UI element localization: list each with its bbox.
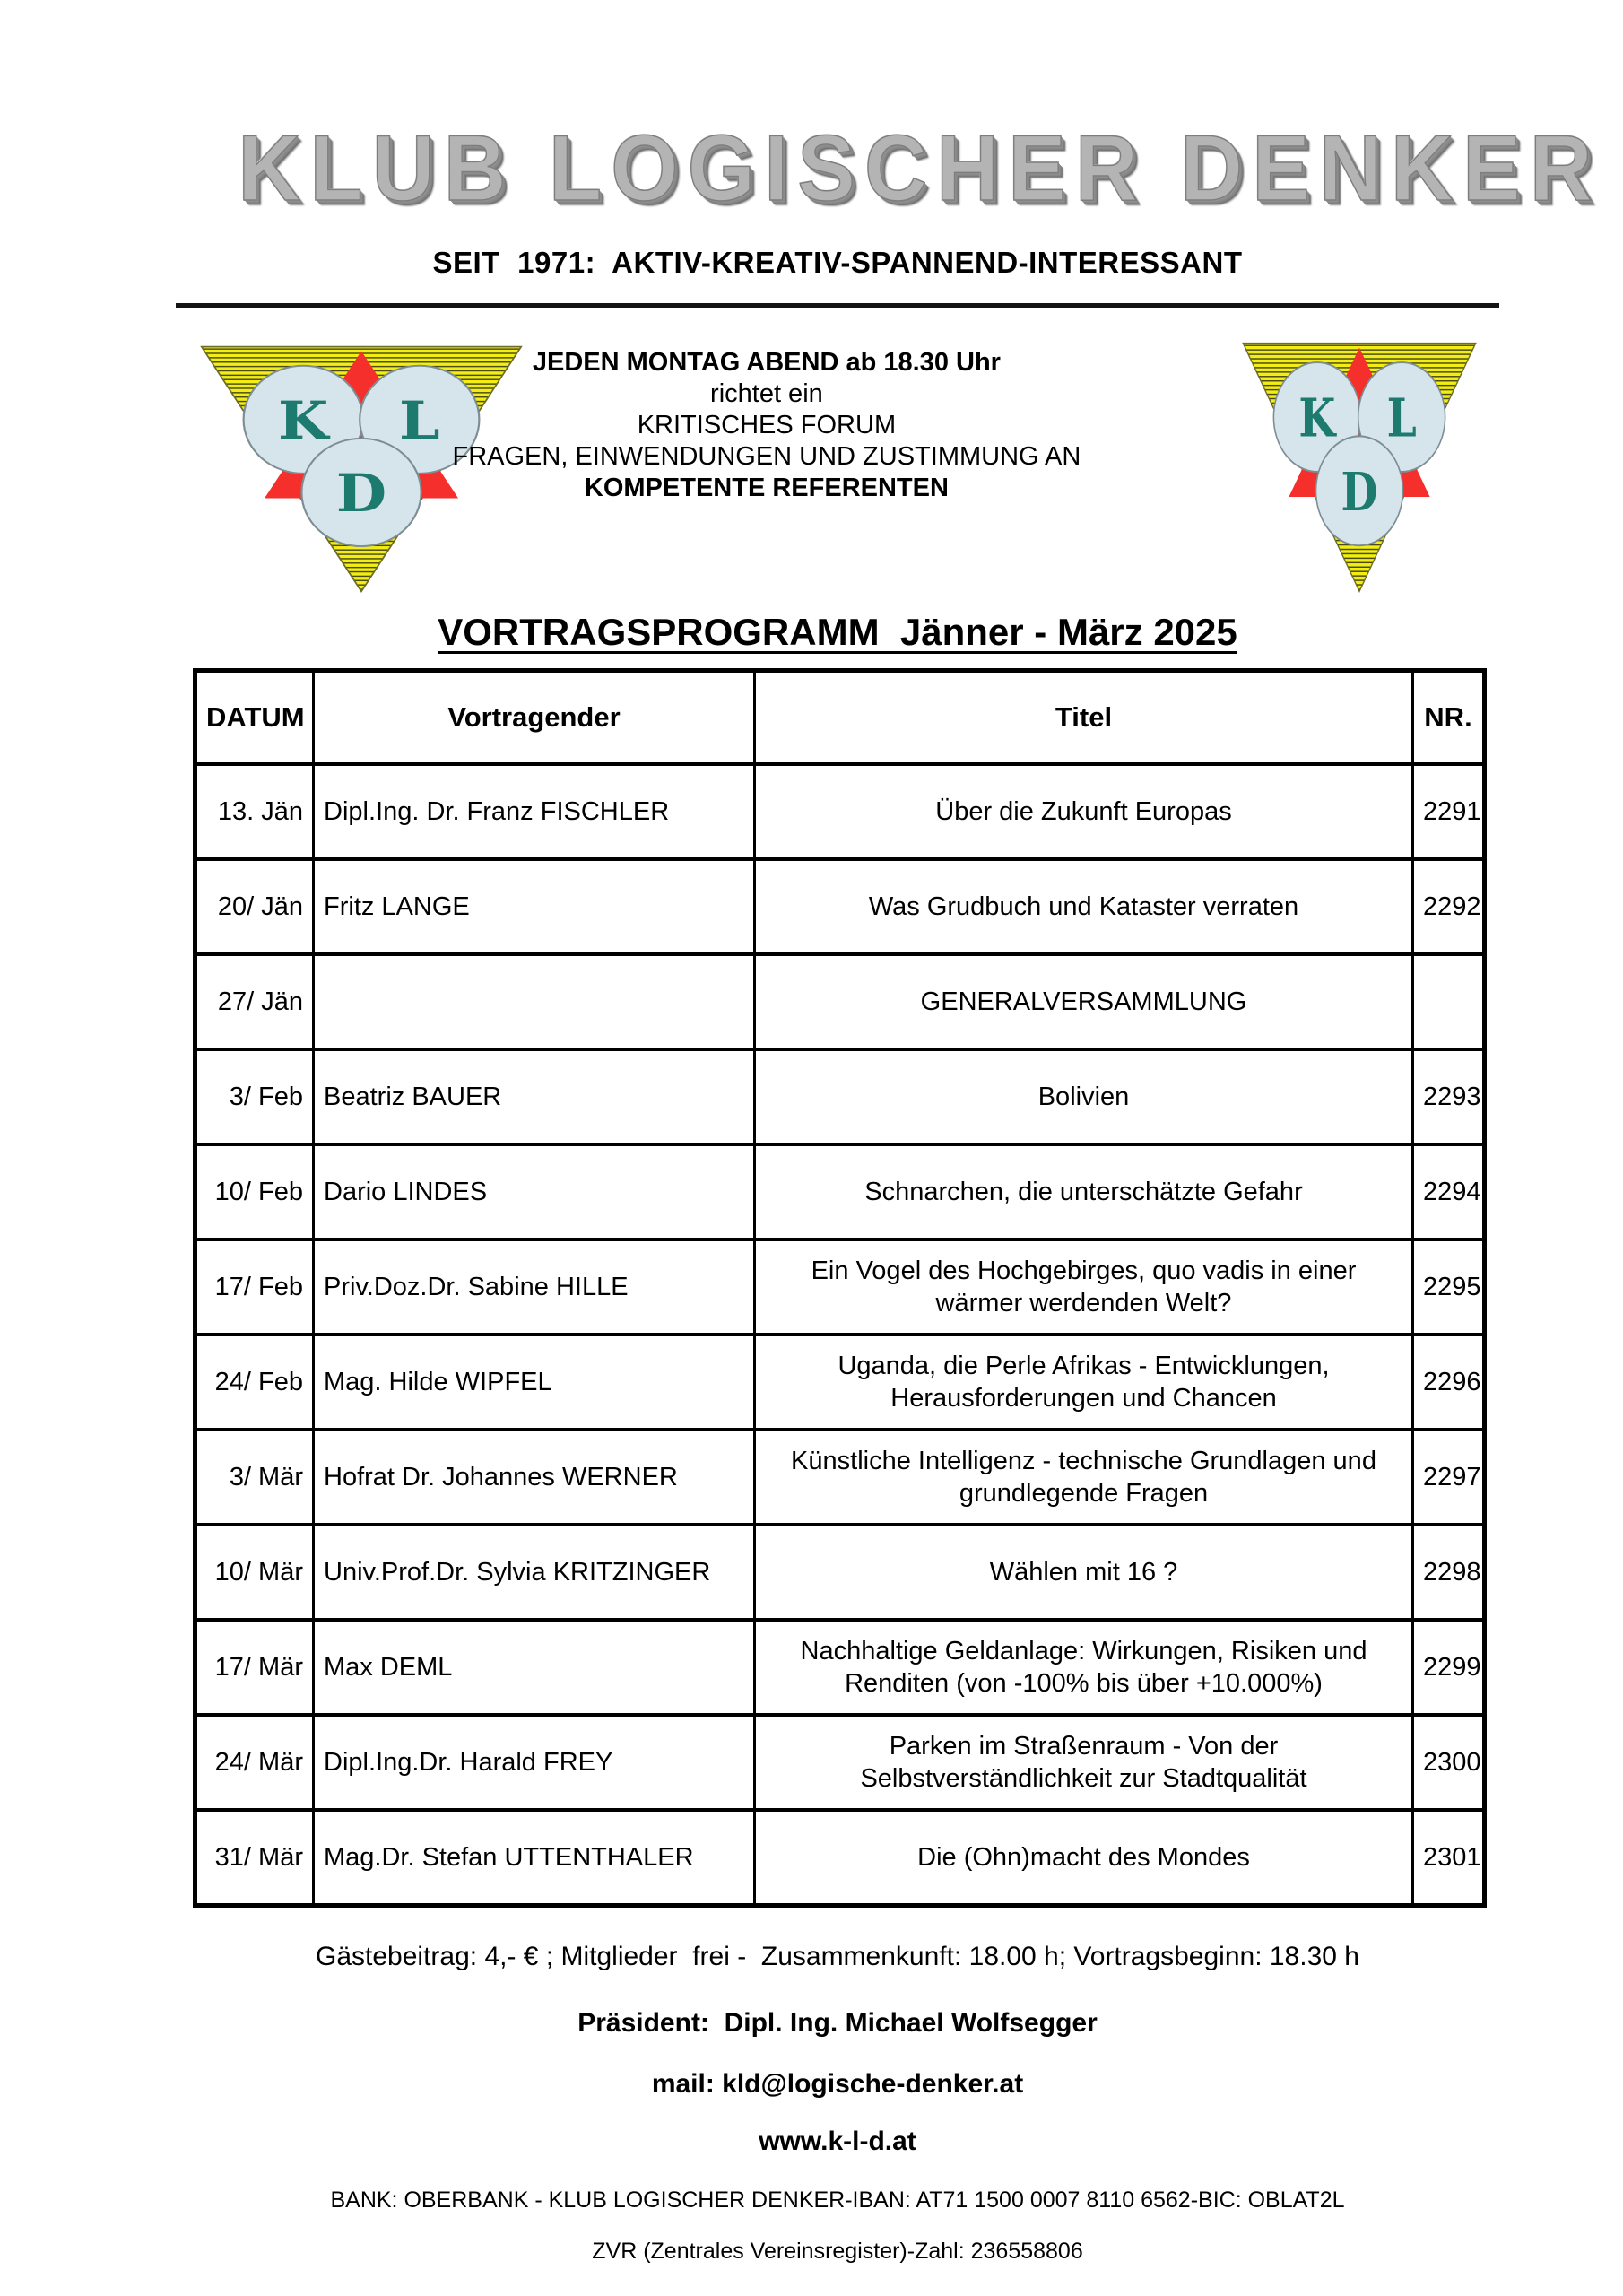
cell-nr: 2298 <box>1413 1525 1485 1620</box>
column-header-titel: Titel <box>755 671 1413 765</box>
table-row <box>195 1335 1485 1430</box>
cell-speaker: Dipl.Ing.Dr. Harald FREY <box>314 1715 755 1810</box>
cell-nr: 2294 <box>1413 1144 1485 1239</box>
table-row <box>195 1525 1485 1620</box>
cell-title: Über die Zukunft Europas <box>755 764 1413 859</box>
logo-letter-k: K <box>1298 387 1336 449</box>
table-row <box>195 1239 1485 1335</box>
logo-letter-l: L <box>1386 387 1417 449</box>
cell-title: Wählen mit 16 ? <box>755 1525 1413 1620</box>
cell-nr: 2296 <box>1413 1335 1485 1430</box>
cell-nr: 2293 <box>1413 1049 1485 1144</box>
cell-nr: 2292 <box>1413 859 1485 954</box>
cell-speaker: Univ.Prof.Dr. Sylvia KRITZINGER <box>314 1525 755 1620</box>
cell-speaker: Max DEML <box>314 1620 755 1715</box>
table-row <box>195 1430 1485 1525</box>
cell-speaker: Beatriz BAUER <box>314 1049 755 1144</box>
column-header-nr: NR. <box>1413 671 1485 765</box>
cell-date: 13. Jän <box>195 764 314 859</box>
logo-letter-d: D <box>335 462 387 525</box>
logo-letter-k: K <box>278 388 329 452</box>
table-row <box>195 1620 1485 1715</box>
website-line: www.k-l-d.at <box>759 2126 916 2156</box>
intro-block <box>444 347 1089 504</box>
table-row <box>195 764 1485 859</box>
cell-nr: 2299 <box>1413 1620 1485 1715</box>
cell-date: 31/ Mär <box>195 1810 314 1906</box>
logo-letter-d: D <box>1341 460 1378 524</box>
cell-nr: 2297 <box>1413 1430 1485 1525</box>
cell-title: GENERALVERSAMMLUNG <box>755 954 1413 1049</box>
cell-date: 24/ Mär <box>195 1715 314 1810</box>
page <box>193 0 1601 2265</box>
cell-title: Bolivien <box>755 1049 1413 1144</box>
column-header-datum: DATUM <box>195 671 314 765</box>
cell-speaker: Dipl.Ing. Dr. Franz FISCHLER <box>314 764 755 859</box>
intro-line-2: richtet ein <box>710 379 823 408</box>
horizontal-divider <box>176 303 1499 308</box>
intro-line-5: KOMPETENTE REFERENTEN <box>584 474 949 502</box>
page-subtitle: SEIT 1971: AKTIV-KREATIV-SPANNEND-INTERESSANT <box>432 246 1243 279</box>
cell-nr: 2300 <box>1413 1715 1485 1810</box>
intro-line-4: FRAGEN, EINWENDUNGEN UND ZUSTIMMUNG AN <box>452 442 1081 471</box>
cell-nr: 2295 <box>1413 1239 1485 1335</box>
cell-date: 3/ Feb <box>195 1049 314 1144</box>
cell-title: Die (Ohn)macht des Mondes <box>755 1810 1413 1906</box>
cell-date: 17/ Mär <box>195 1620 314 1715</box>
cell-date: 20/ Jän <box>195 859 314 954</box>
bank-line: BANK: OBERBANK - KLUB LOGISCHER DENKER-IBAN: AT71 1500 0007 8110 6562-BIC: OBLAT2L <box>330 2187 1345 2213</box>
table-row <box>195 954 1485 1049</box>
intro-line-1: JEDEN MONTAG ABEND ab 18.30 Uhr <box>532 348 1001 377</box>
cell-speaker: Mag. Hilde WIPFEL <box>314 1335 755 1430</box>
cell-title: Nachhaltige Geldanlage: Wirkungen, Risiken und Renditen (von -100% bis über +10.000%) <box>755 1620 1413 1715</box>
cell-date: 27/ Jän <box>195 954 314 1049</box>
kld-logo-right <box>1242 342 1477 593</box>
logo-letter-l: L <box>399 388 440 452</box>
page-title: KLUB LOGISCHER DENKER <box>238 117 1601 221</box>
cell-title: Uganda, die Perle Afrikas - Entwicklungen, Herausforderungen und Chancen <box>755 1335 1413 1430</box>
cell-nr <box>1413 954 1485 1049</box>
column-header-vortragender: Vortragender <box>314 671 755 765</box>
cell-title: Parken im Straßenraum - Von der Selbstverständlichkeit zur Stadtqualität <box>755 1715 1413 1810</box>
program-table <box>193 668 1487 1908</box>
table-row <box>195 859 1485 954</box>
intro-line-3: KRITISCHES FORUM <box>637 411 897 439</box>
cell-title: Künstliche Intelligenz - technische Grundlagen und grundlegende Fragen <box>755 1430 1413 1525</box>
table-row <box>195 1715 1485 1810</box>
table-row <box>195 1810 1485 1906</box>
cell-nr: 2301 <box>1413 1810 1485 1906</box>
cell-speaker <box>314 954 755 1049</box>
cell-date: 10/ Feb <box>195 1144 314 1239</box>
cell-date: 24/ Feb <box>195 1335 314 1430</box>
mail-line: mail: kld@logische-denker.at <box>651 2069 1024 2099</box>
cell-date: 17/ Feb <box>195 1239 314 1335</box>
fee-line: Gästebeitrag: 4,- € ; Mitglieder frei - Zusammenkunft: 18.00 h; Vortragsbeginn: 18.30 h <box>316 1942 1359 1971</box>
cell-speaker: Dario LINDES <box>314 1144 755 1239</box>
logo-and-intro-row <box>193 327 1482 598</box>
table-row <box>195 1144 1485 1239</box>
cell-title: Schnarchen, die unterschätzte Gefahr <box>755 1144 1413 1239</box>
cell-speaker: Hofrat Dr. Johannes WERNER <box>314 1430 755 1525</box>
table-header-row <box>195 671 1485 765</box>
cell-date: 10/ Mär <box>195 1525 314 1620</box>
cell-nr: 2291 <box>1413 764 1485 859</box>
cell-title: Ein Vogel des Hochgebirges, quo vadis in einer wärmer werdenden Welt? <box>755 1239 1413 1335</box>
cell-speaker: Fritz LANGE <box>314 859 755 954</box>
cell-date: 3/ Mär <box>195 1430 314 1525</box>
cell-title: Was Grudbuch und Kataster verraten <box>755 859 1413 954</box>
zvr-line: ZVR (Zentrales Vereinsregister)-Zahl: 236558806 <box>592 2239 1083 2264</box>
cell-speaker: Priv.Doz.Dr. Sabine HILLE <box>314 1239 755 1335</box>
table-row <box>195 1049 1485 1144</box>
program-heading: VORTRAGSPROGRAMM Jänner - März 2025 <box>438 611 1237 653</box>
president-line: Präsident: Dipl. Ing. Michael Wolfsegger <box>577 2008 1098 2038</box>
cell-speaker: Mag.Dr. Stefan UTTENTHALER <box>314 1810 755 1906</box>
program-table-body <box>195 764 1485 1906</box>
